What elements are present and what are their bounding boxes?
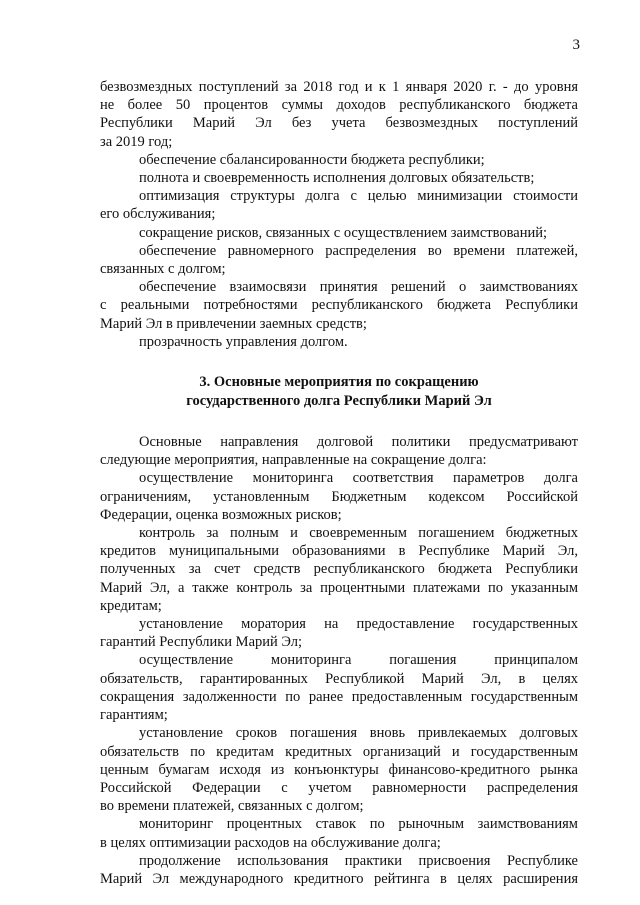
- text-line: полученных за счет средств республиканского бюджета Республики: [100, 561, 578, 578]
- text-line: связанных с долгом;: [100, 261, 226, 278]
- text-line: Марий Эл в привлечении заемных средств;: [100, 315, 367, 332]
- text-line: прозрачность управления долгом.: [139, 333, 348, 350]
- text-line: гарантиям;: [100, 707, 168, 724]
- text-line: его обслуживания;: [100, 206, 216, 223]
- text-line: сокращения задолженности по ранее предоставленным государственным: [100, 688, 578, 705]
- text-line: безвозмездных поступлений за 2018 год и к 1 января 2020 г. - до уровня: [100, 79, 578, 95]
- section-heading-line: 3. Основные мероприятия по сокращению: [199, 374, 479, 391]
- page-number: 3: [572, 37, 580, 53]
- text-line: полнота и своевременность исполнения долговых обязательств;: [139, 170, 535, 187]
- text-line: Республики Марий Эл без учета безвозмездных поступлений: [100, 115, 578, 132]
- text-line: контроль за полным и своевременным погашением бюджетных: [139, 525, 578, 542]
- text-line: мониторинг процентных ставок по рыночным заимствованиям: [139, 816, 578, 833]
- document-body: [100, 78, 578, 888]
- text-line: гарантий Республики Марий Эл;: [100, 634, 303, 651]
- text-line: продолжение использования практики присвоения Республике: [139, 852, 578, 869]
- text-line: Марий Эл международного кредитного рейтинга в целях расширения: [100, 870, 578, 887]
- text-line: Российской Федерации с учетом равномерности распределения: [100, 779, 578, 796]
- text-line: следующие мероприятия, направленные на сокращение долга:: [100, 452, 487, 469]
- text-line: ограничениям, установленным Бюджетным кодексом Российской: [100, 488, 578, 505]
- text-line: кредитов муниципальными образованиями в Республике Марий Эл,: [100, 543, 578, 560]
- text-line: установление сроков погашения вновь привлекаемых долговых: [139, 725, 578, 742]
- section-heading-line: государственного долга Республики Марий Эл: [186, 393, 492, 410]
- text-line: во времени платежей, связанных с долгом;: [100, 798, 364, 815]
- text-line: обеспечение сбалансированности бюджета республики;: [139, 151, 485, 168]
- text-line: не более 50 процентов суммы доходов республиканского бюджета: [100, 97, 578, 114]
- text-line: в целях оптимизации расходов на обслуживание долга;: [100, 834, 441, 851]
- text-line: обязательств по кредитам кредитных организаций и государственным: [100, 743, 578, 760]
- section-heading: [100, 373, 578, 411]
- text-line: кредитам;: [100, 597, 162, 614]
- text-line: за 2019 год;: [100, 133, 173, 150]
- text-line: осуществление мониторинга погашения принципалом: [139, 652, 578, 669]
- text-line: обязательств, гарантированных Республикой Марий Эл, в целях: [100, 670, 578, 687]
- text-line: обеспечение взаимосвязи принятия решений о заимствованиях: [139, 279, 578, 296]
- text-line: ценным бумагам исходя из конъюнктуры финансово-кредитного рынка: [100, 761, 578, 778]
- text-line: с реальными потребностями республиканского бюджета Республики: [100, 297, 578, 314]
- text-line: Федерации, оценка возможных рисков;: [100, 506, 342, 523]
- text-line: обеспечение равномерного распределения во времени платежей,: [139, 242, 578, 259]
- text-line: осуществление мониторинга соответствия параметров долга: [139, 470, 578, 487]
- text-line: оптимизация структуры долга с целью минимизации стоимости: [139, 188, 578, 205]
- text-line: Марий Эл, а также контроль за процентными платежами по указанным: [100, 579, 578, 596]
- text-line: Основные направления долговой политики предусматривают: [139, 434, 578, 451]
- text-line: сокращение рисков, связанных с осуществлением заимствований;: [139, 224, 548, 241]
- text-line: установление моратория на предоставление государственных: [139, 616, 578, 633]
